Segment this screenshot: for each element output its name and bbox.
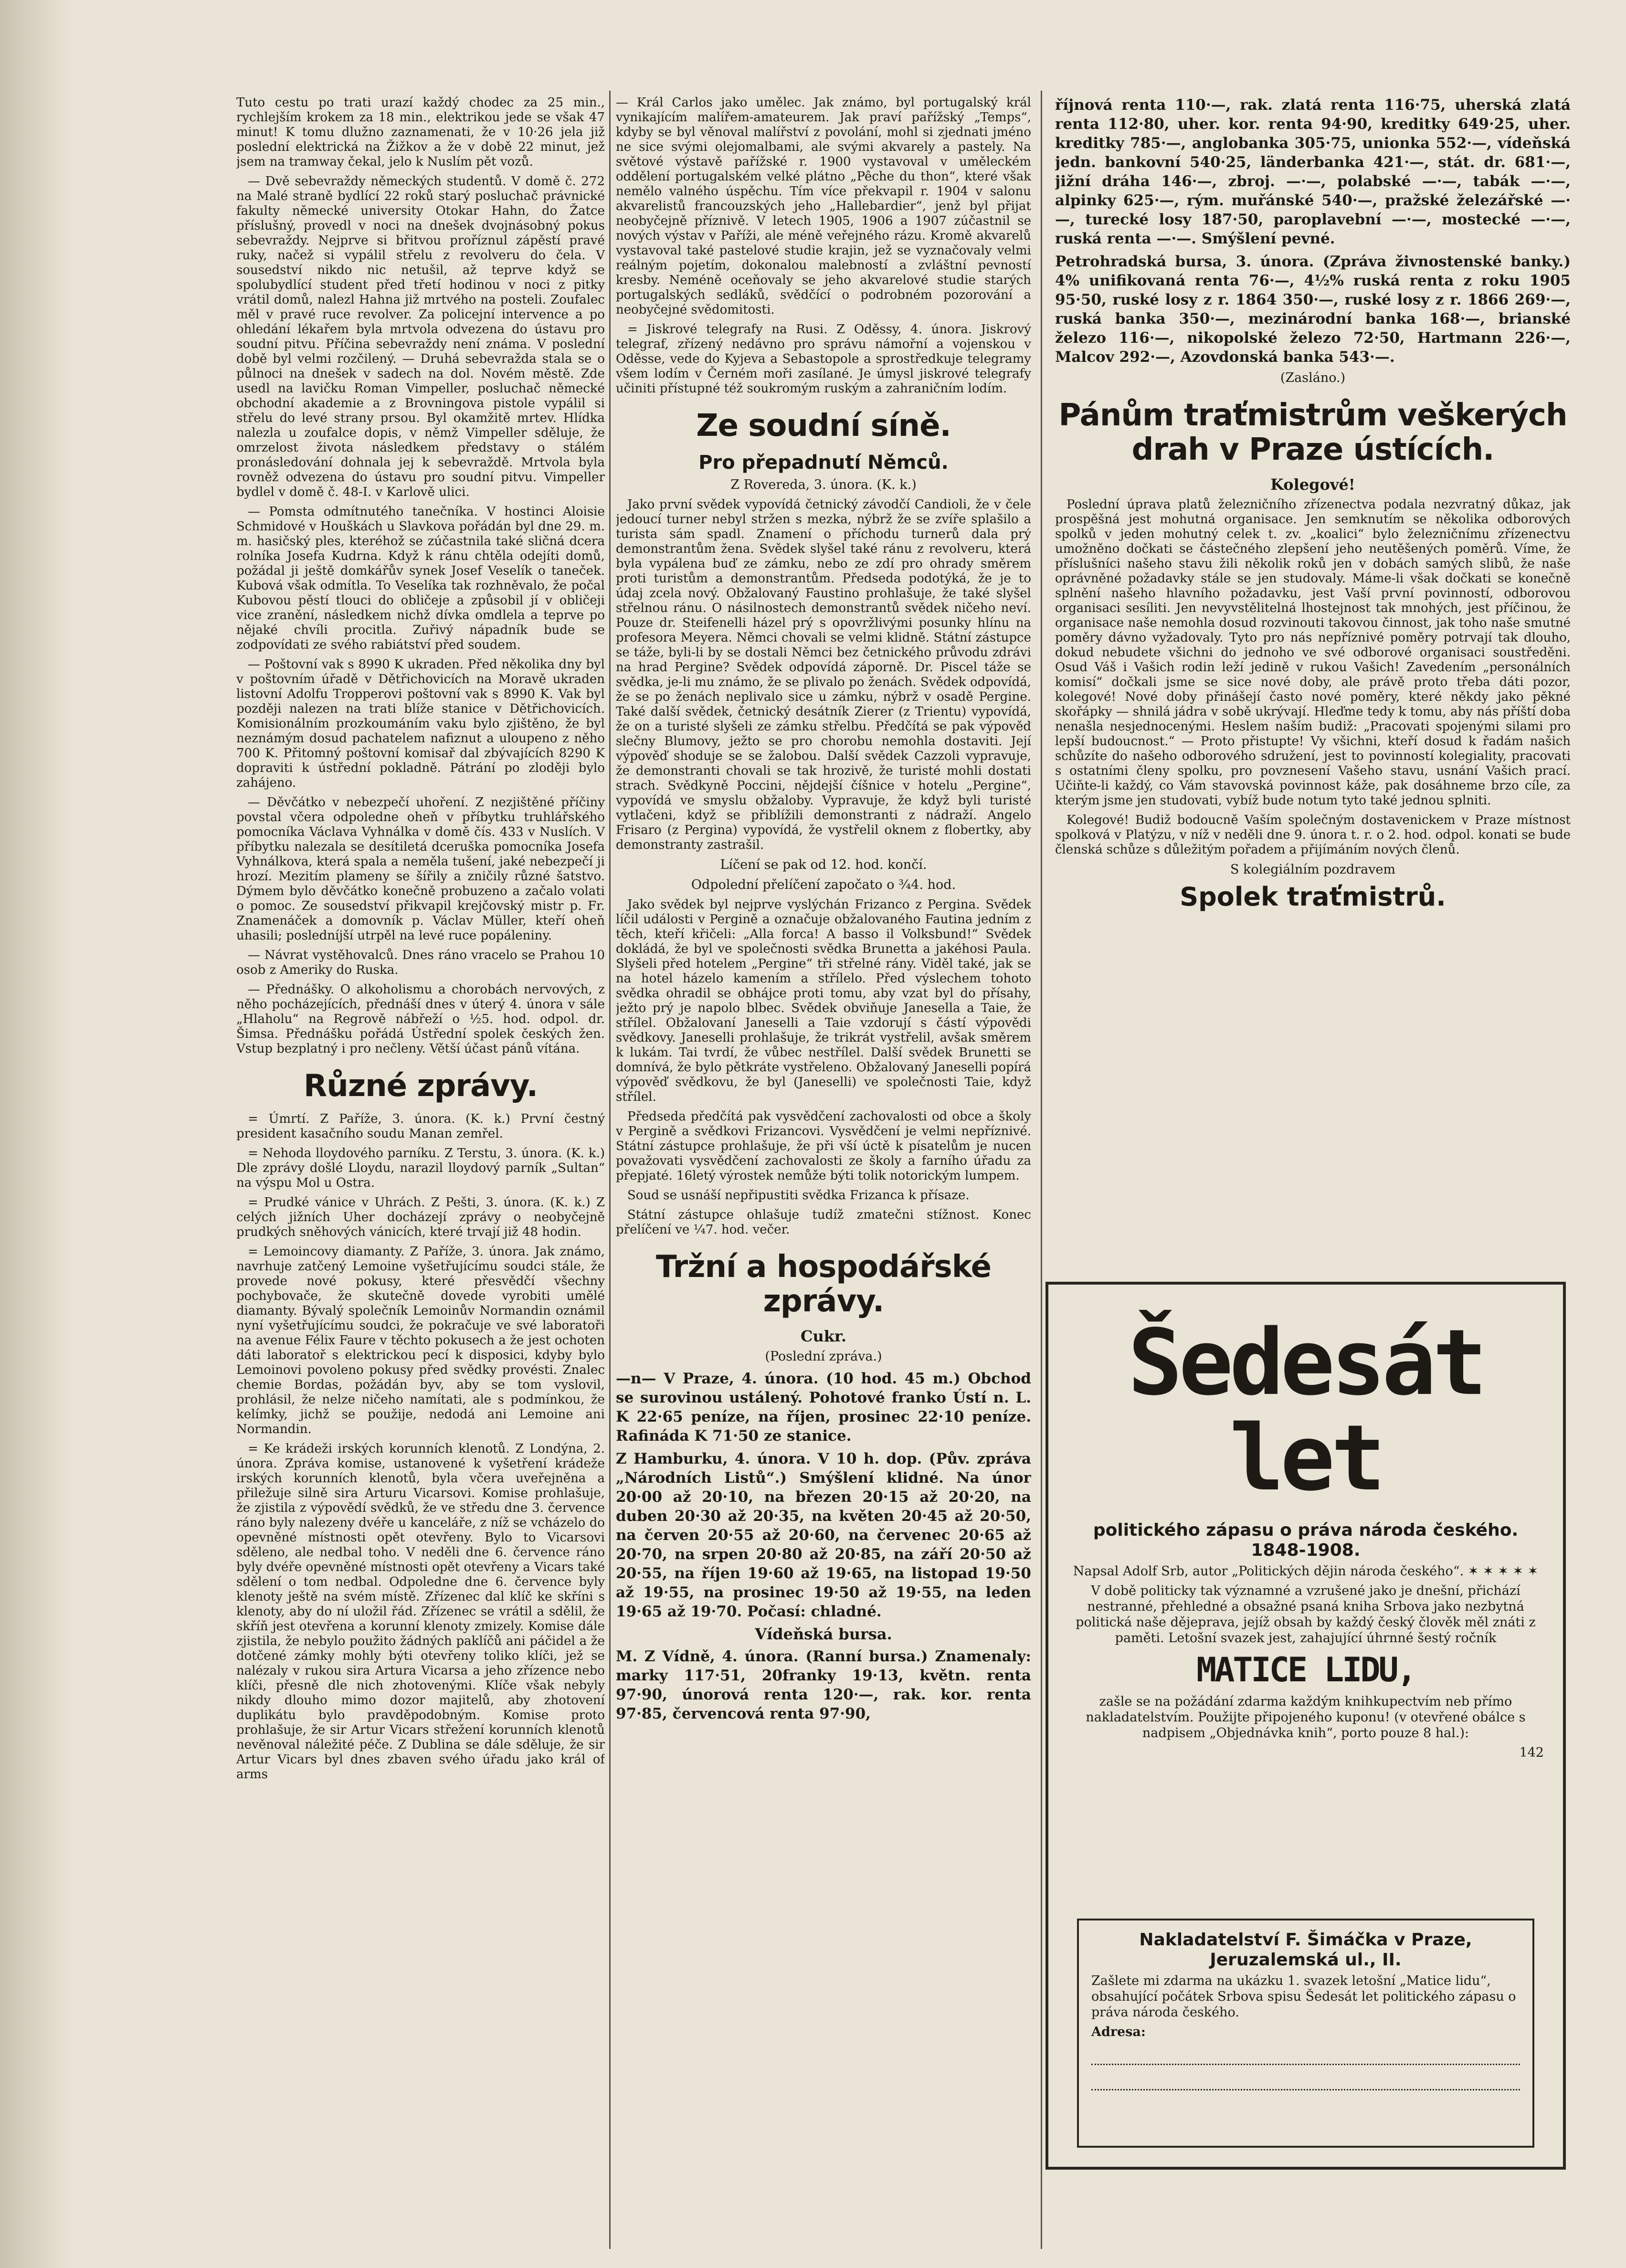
appeal-paragraph: Poslední úprava platů železničního zřízenectva podala nezvratný důkaz, jak prospěšná jest mohutná organisace. Jen semknutím se několika odborových spolků v jeden mohutný celek t. zv. „koalici“ bylo železničnímu zřízenectvu umožněno dočkati se částečného zlepšení jeho neutěšených poměrů. Víme, že příslušníci našeho stavu žili několik roků jen v dobách samých slibů, že naše oprávněné požadavky stále se jen studovaly. Máme-li však dočkati se konečně splnění našeho hlavního požadavku, jest Vaší první povinností, odborovou organisaci sesíliti. Jen nevyvstělitelná lhostejnost tak mnohých, jest příčinou, že organisace naše nemohla dosud rozvinouti takovou činnost, jak toho naše smutné poměry dávno vyžadovaly. Tyto pro nás nepříznivé poměry potrvají tak dlouho, dokud nebudete všichni do jednoho ve své odborové organisaci soustředěni. Osud Váš i Vašich rodin leží jedině v rukou Vašich! Zavedením „personálních komisí“ dočkali jsme se sice nové doby, ale právě proto třeba dáti pozor, kolegové! Nové doby přinášejí často nové poměry, které někdy jako pěkné skořápky — shnilá jádra v sobě ukrývají. Hleďme tedy k tomu, aby nás příští doba nenašla nesjednocenými. Heslem naším budiž: „Pracovati spojenými silami pro lepší budoucnost.“ — Proto přistupte! Vy všichni, kteří dosud k řadám našich schůzíte do našeho odborového sdružení, jest to povinností kolegiality, pracovati s ostatními členy spolku, pro povznesení Vašeho stavu, usnání Vašich prací. Učiňte-li každý, co Vám stavovská povinnost káže, pak dosáhneme brzo cíle, za kterým jsme jen studovati, vybíž bude notum tyto také jednou splniti. (1055, 497, 1571, 808)
appeal-title: Pánům traťmistrům veškerých drah v Praze ústících. (1058, 398, 1567, 467)
article-paragraph: Jako svědek byl nejprve vyslýchán Frizanco z Pergina. Svědek líčil události v Pergině a označuje obžalovaného Fautina jedním z těch, kteří křičeli: „Alla forca! A basso il Volksbund!“ Svědek dokládá, že byl ve společnosti svědka Brunetta a jakéhosi Paula. Slyšeli před hotelem „Pergine“ tři střelné rány. Viděl také, jak se na hotel házelo kamením a střílelo. Před výslechem tohoto svědka ohradil se obhájce proti tomu, aby vzat byl do přísahy, ježto prý je napolo blbec. Svědek obviňuje Janesella a Taie, že střílel. Obžalovaní Janeselli a Taie vzdorují s částí výpovědi svědkovy. Janeselli prohlašuje, že trikrát vystřelil, avšak směrem k lukám. Tai tvrdí, že vůbec nestřílel. Další svědek Brunetti se domnívá, že bylo pětkráte vystřeleno. Obžalovaný Janeselli popírá výpověď svědkovu, že byl (Janeselli) ve společnosti Taie, když střílel. (616, 897, 1031, 1104)
appeal-signature: Spolek traťmistrů. (1180, 882, 1446, 912)
order-coupon[interactable] (1077, 1919, 1534, 2148)
column-rule (1041, 91, 1042, 2249)
court-section-title: Ze soudní síně. (696, 408, 951, 443)
article-paragraph: — Dvě sebevraždy německých studentů. V domě č. 272 na Malé straně bydlící 22 roků starý posluchač právnické fakulty německé university Otokar Hahn, do Žatce příslušný, provedl v noci na dnešek dvojnásobný pokus sebevraždy. Nejprve si břitvou proříznul zápěstí pravé ruky, načež si vypálil střelu z revolveru do čela. V sousedství nikdo nic netušil, až teprve když se spolubydlící student před třetí hodinou v noci z pitky vrátil domů, nalezl Hahna již mrtvého na posteli. Zoufalec měl v pravé ruce revolver. Za policejní intervence a po ohledání lékařem byla mrtvola odvezena do ústavu pro soudní pitvu. Příčina sebevraždy není známa. V poslední době byl velmi rozčilený. — Druhá sebevražda stala se o půlnoci na dnešek v sadech na dol. Novém městě. Zde usedl na lavičku Roman Vimpeller, posluchač německé obchodní akademie a z Brovningova pistole vypálil si střelu do levé strany prsou. Byl okamžitě mrtev. Hlídka nalezla u zoufalce dopis, v němž Vimpeller sděluje, že omrzelost života následkem představy o stálém pronásledování dohnala jej k sebevraždě. Mrtvola byla rovněž odvezena do ústavu pro soudní pitvu. Vimpeller bydlel v domě č. 48-I. v Karlově ulici. (236, 174, 605, 499)
article-paragraph: Předseda předčítá pak vysvědčení zachovalosti od obce a školy v Pergině a svědkovi Frizancovi. Vysvědčení je velmi nepříznivé. Státní zástupce prohlašuje, že při vší úctě k písatelům je nucen považovati vysvědčení zachovalosti ze školy a farního úřadu za přepjaté. 16letý výrostek nemůže býti tolik notorickým lumpem. (616, 1109, 1031, 1183)
appeal-paragraph: Kolegové! Budiž bodoucně Vaším společným dostavenickem v Praze místnost spolková v Platýzu, v níž v neděli dne 9. února t. r. o 2. hod. odpol. konati se bude členská schůze s důležitým pořadem a přijímáním nových členů. (1055, 813, 1571, 857)
article-paragraph: Jako první svědek vypovídá četnický závodčí Candioli, že v čele jedoucí turner nebyl stržen s mezka, nýbrž že se zvíře splašilo a turista sám spadl. Znamení o příchodu turnerů dala prý demonstrantům žena. Svědek slyšel také ránu z revolveru, která byla vypálena buď ze zámku, nebo ze zdí pro ohrady směrem proti turistům a demonstrantům. Předseda podotýká, že je to údaj zcela nový. Obžalovaný Faustino prohlašuje, že také slyšel střelnou ránu. O násilnostech demonstrantů svědek ničeho neví. Pouze dr. Steifenelli házel prý s opovržlivými posunky hlínu na profesora Meyera. Němci chovali se velmi klidně. Státní zástupce se táže, byli-li by se dostali Němci bez četnického průvodu zdrávi na hrad Pergine? Svědek odpovídá záporně. Dr. Piscel táže se svědka, je-li mu známo, že se plivalo po ženách. Svědek odpovídá, že se po ženách neplivalo sice u zámku, nýbrž v osadě Pergine. Také další svědek, četnický desátník Zierer (z Trientu) vypovídá, že on a turisté slyšeli ze zámku střelbu. Předčítá se pak výpověď slečny Blumovy, ježto se pro chorobu nemohla dostaviti. Její výpověď shoduje se se žalobou. Další svědek Cazzoli vypravuje, že demonstranti chovali se tak hrozivě, že turisté mohli dostati strach. Svědkyně Poccini, nějdejší číšnice v hotelu „Pergine“, vypovídá ve smyslu obžaloby. Vypravuje, že když byli turisté vytlačeni, když se přiblížili demonstranti z nádraží. Angelo Frisaro (z Pergina) vypovídá, že vystřelil oknem z flobertky, aby demonstranty zastrašil. (616, 497, 1031, 852)
address-line[interactable] (1091, 2045, 1520, 2065)
paid-notice-label: (Zasláno.) (1280, 370, 1346, 385)
market-report: M. Z Vídně, 4. února. (Ranní bursa.) Znamenaly: marky 117·51, 20franky 19·13, květn. renta 97·90, únorová renta 120·—, rak. kor. renta 97·85, červencová renta 97·90, (616, 1648, 1031, 1722)
address-line[interactable] (1091, 2070, 1520, 2090)
news-item: = Ke krádeži irských korunních klenotů. Z Londýna, 2. února. Zpráva komise, ustanovené k vyšetření krádeže irských korunních klenotů, byla včera uveřejněna a přiležuje silně sira Arturu Vicarsovi. Komise prohlašuje, že zjistila z výpovědí svědků, že ve středu dne 3. července ráno byly nalezeny dvéře u kanceláře, z níž se vcházelo do opevněné místnosti opět otevřeny. Bylo to Vicarsovi sděleno, ale nedbal toho. V neděli dne 6. července ráno byly dvéře opevněné místnosti opět otevřeny a Vicars také sdělení o tom nedbal. Odpoledne dne 6. července byly klenoty ještě na svém místě. Zřízenec dal klíč ke skříni s klenoty, aby do ní uložil řád. Zřízenec se vrátil a sdělil, že skříň jest otevřena a korunní klenoty zmizely. Komise dále zjistila, že nebylo použito žádných paklíčů ani páčidel a že dotčené zámky mohly býti otevřeny toliko klíči, jež se nalézaly v rukou sira Artura Vicarsa a jeho zřízence nebo klíči, přesně dle nich zhotovenými. Klíče však nebyly nikdy dlouho mimo dozor majitelů, aby zhotovení duplikátu bylo pravděpodobným. Komise proto prohlašuje, že sir Artur Vicars střežení korunních klenotů nevěnoval náležité péče. Z Dublina se dále sděluje, že sir Artur Vicars byl dnes zbaven svého úřadu jako král of arms (236, 1442, 605, 1782)
article-note: Odpolední přelíčení započato o ¾4. hod. (691, 877, 956, 892)
appeal-salutation: Kolegové! (1270, 475, 1355, 494)
dateline: Z Rovereda, 3. února. (K. k.) (730, 477, 917, 492)
news-item: = Úmrtí. Z Paříže, 3. února. (K. k.) První čestný president kasačního soudu Manan zemřel. (236, 1112, 605, 1141)
market-section-title: Tržní a hospodářské zprávy. (656, 1249, 991, 1319)
article-paragraph: = Jiskrové telegrafy na Rusi. Z Oděssy, 4. února. Jiskrový telegraf, zřízený nedávno pro správu námořní a vojenskou v Oděsse, vede do Kyjeva a Sebastopole a sprostředkuje telegramy všem lodím v Černém moři zasílané. Je úmysl jiskrové telegrafy učiniti přístupné též soukromým ruským a zahraničním lodím. (616, 322, 1031, 396)
sugar-title: Cukr. (801, 1327, 846, 1345)
article-paragraph: — Přednášky. O alkoholismu a chorobách nervových, z něho pocházejících, přednáší dnes v úterý 4. února v sále „Hlaholu“ na Regrově nábřeží o ½5. hod. odpol. dr. Šimsa. Přednášku pořádá Ústřední spolek českých žen. Vstup bezplatný i pro nečleny. Větší účast pánů vítána. (236, 982, 605, 1056)
ad-author: Napsal Adolf Srb, autor „Politických dějin národa českého“. ✶ ✶ ✶ ✶ ✶ (1073, 1564, 1539, 1579)
column-rule (609, 91, 611, 2249)
article-paragraph: — Poštovní vak s 8990 K ukraden. Před několika dny byl v poštovním úřadě v Dětřichovicích na Moravě ukraden listovní Adolfu Tropperovi poštovní vak s 8990 K. Vak byl později nalezen na trati blíže stanice v Dětřichovicích. Komisionálním prozkoumáním vaku bylo zjištěno, že byl neznámým dosud pachatelem nafiznut a uloupeno z něho 700 K. Přitomný poštovní komisař dal zbývajících 8290 K dopraviti k ústřední pokladně. Pátrání po zloději bylo zahájeno. (236, 657, 605, 790)
bourse-report: Petrohradská bursa, 3. února. (Zpráva živnostenské banky.) 4% unifikovaná renta 76·—, 4½% ruská renta z roku 1905 95·50, ruské losy z r. 1864 350·—, ruské losy z r. 1866 269·—, ruská banka 350·—, mezinárodní banka 168·—, brianské železo 116·—, nikopolské železo 72·50, Hartmann 226·—, Malcov 292·—, Azovdonská banka 543·—. (1055, 253, 1571, 366)
column-1 (236, 95, 605, 2239)
news-item: = Prudké vánice v Uhrách. Z Pešti, 3. února. (K. k.) Z celých jižních Uher docházejí zprávy o neobyčejně prudkých sněhových vánicích, které trvají již 48 hodin. (236, 1195, 605, 1239)
coupon-text: Zašlete mi zdarma na ukázku 1. svazek letošní „Matice lidu“, obsahující počátek Srbova spisu Šedesát let politického zápasu o práva národa českého. (1091, 1973, 1516, 2020)
article-paragraph: — Děvčátko v nebezpečí uhoření. Z nezjištěné příčiny povstal včera odpoledne oheň v příbytku truhlářského pomocníka Václava Vyhnálka v domě čís. 433 v Nuslích. V příbytku nalezala se desítiletá dceruška pomocníka Josefa Vyhnálkova, která spala a neměla tušení, jaké nebezpečí ji hrozí. Mezitím plameny se šířily a zničily různé šatstvo. Dýmem bylo děvčátko konečně probuzeno a začalo volati o pomoc. Ze sousedství přikvapil krejčovský mistr p. Fr. Znamenáček a domovník p. Václav Müller, kteří oheň uhasili; posledníjší utrpěl na levé ruce popáleniny. (236, 795, 605, 943)
court-subtitle: Pro přepadnutí Němců. (698, 452, 949, 474)
section-title: Různé zprávy. (303, 1068, 538, 1104)
appeal-greeting: S kolegiálním pozdravem (1230, 862, 1396, 877)
article-paragraph: — Pomsta odmítnutého tanečníka. V hostinci Aloisie Schmidové v Houškách u Slavkova pořádán byl dne 29. m. m. hasičský ples, kteréhož se zúčastnila také sličná dcera rolníka Josefa Kudrna. Když k ránu chtěla odejíti domů, požádal ji ještě domkářův synek Josef Veselík o taneček. Kubová však odmítla. To Veselíka tak rozhněvalo, že počal Kubovou pěstí tlouci do obličeje a způsobil jí v obličeji vice zranění, následkem nichž dívka omdlela a teprve po nějaké chvíli procitla. Zuřivý nápadník bude se zodpovídati ze svého rabiátství před soudem. (236, 505, 605, 652)
article-note: Líčení se pak od 12. hod. končí. (720, 857, 927, 872)
article-paragraph: Tuto cestu po trati urazí každý chodec za 25 min., rychlejším krokem za 18 min., elektrikou jede se však 47 minut! K tomu dlužno zaznamenati, že v 10·26 jela již poslední elektrická na Žižkov a že v době 22 minut, jež jsem na tramway čekal, jelo k Nuslím pět vozů. (236, 95, 605, 169)
page-margin-shadow (0, 0, 72, 2268)
article-paragraph: — Král Carlos jako umělec. Jak známo, byl portugalský král vynikajícím malířem-amateurem. Jak praví pařížský „Temps“, kdyby se byl věnoval malířství z povolání, mohl si zjednati jméno ne sice svými olejomalbami, ale svými akvarely a pastely. Na světové výstavě pařížské r. 1900 vystavoval v uměleckém oddělení portugalském velké plátno „Pêche du thon“, které však nemělo valného úspěchu. Tím více překvapil r. 1904 v salonu akvarelistů francouzských jeho „Hallebardier“, jenž byl přijat neobyčejně příznivě. V letech 1905, 1906 a 1907 zúčastnil se nových výstav v Paříži, ale méně veřejného rázu. Kromě akvarelů vystavoval také pastelové studie krajin, jež se vyznačovaly velmi reálným pojetím, dokonalou malebností a zvláštní pevností kresby. Neméně oceňovaly se jeho akvarelové studie starých portugalských sedláků, svědčící o podrobném pozorování a neobyčejné svědomitosti. (616, 95, 1031, 317)
ad-brand: MATICE LIDU, (1196, 1650, 1415, 1689)
article-paragraph: Soud se usnáší nepřipustiti svědka Frizanca k přísaze. (627, 1188, 970, 1203)
article-paragraph: Státní zástupce ohlašuje tudíž zmatečni stížnost. Konec přelíčení ve ¼7. hod. večer. (616, 1208, 1031, 1237)
column-2 (616, 95, 1031, 2239)
sugar-note: (Poslední zpráva.) (765, 1349, 882, 1364)
market-report: Z Hamburku, 4. února. V 10 h. dop. (Pův. zpráva „Národních Listů“.) Smýšlení klidné. Na únor 20·00 až 20·10, na březen 20·15 až 20·20, na duben 20·30 až 20·35, na květen 20·45 až 20·50, na červen 20·55 až 20·60, na červenec 20·65 až 20·70, na srpen 20·80 až 20·85, na září 20·50 až 20·55, na říjen 19·60 až 19·65, na listopad 19·50 až 19·55, na prosinec 19·50 až 19·55, na leden 19·65 až 19·70. Počasí: chladné. (616, 1450, 1031, 1620)
news-item: = Lemoincovy diamanty. Z Paříže, 3. února. Jak známo, navrhuje zatčený Lemoine vyšetřujícímu soudci stále, že provede nové pokusy, které přesvědčí všechny pochybovače, že skutečně dovede vyrobiti umělé diamanty. Bývalý společník Lemoinův Normandin oznámil nyní vyšetřujícímu soudci, že pokračuje ve své laboratoři na avenue Félix Faure v těchto pokusech a že jest ochoten dáti laboratoř s elektrickou pecí k disposici, kdyby bylo Lemoinovi povoleno pokusy před svědky provésti. Znalec chemie Bordas, požádán byv, aby se tom vyslovil, prohlásil, že nelze ničeho namítati, ale s podmínkou, že kelímky, jichž se použije, nedodá ani Lemoine ani Normandin. (236, 1245, 605, 1436)
ad-headline: Šedesát let (1128, 1310, 1484, 1511)
book-advertisement (1045, 1282, 1566, 2170)
ad-body: V době politicky tak významné a vzrušené jako je dnešní, přichází nestranné, přehledné a obsažné psaná kniha Srbova jako nezbytná politická naše dějeprava, jejíž obsah by každý český člověk měl znáti z paměti. Letošní svazek jest, zahajující úhrnné šestý ročník (1076, 1583, 1536, 1646)
vienna-bourse-title: Vídeňská bursa. (755, 1625, 892, 1643)
coupon-address-label: Adresa: (1091, 2025, 1146, 2039)
coupon-publisher: Nakladatelství F. Šimáčka v Praze, Jeruzalemská ul., II. (1139, 1930, 1472, 1970)
market-report: —n— V Praze, 4. února. (10 hod. 45 m.) Obchod se surovinou ustálený. Pohotové franko Ústí n. L. K 22·65 peníze, na říjen, prosinec 22·10 peníze. Rafináda K 71·50 ze stanice. (616, 1370, 1031, 1445)
ad-subtitle: politického zápasu o práva národa českého. 1848-1908. (1093, 1520, 1519, 1560)
news-item: = Nehoda lloydového parníku. Z Terstu, 3. února. (K. k.) Dle zprávy došlé Lloydu, narazil lloydový parník „Sultan“ na výspu Mol u Ostra. (236, 1146, 605, 1190)
ad-code: 142 (1519, 1745, 1544, 1760)
article-paragraph: — Návrat vystěhovalců. Dnes ráno vracelo se Prahou 10 osob z Ameriky do Ruska. (236, 948, 605, 977)
ad-body: zašle se na požádání zdarma každým knihkupectvím neb přímo nakladatelstvím. Použijte připojeného kuponu! (v otevřené obálce s nadpisem „Objednávka knih“, porto pouze 8 hal.): (1086, 1694, 1526, 1741)
bourse-report: říjnová renta 110·—, rak. zlatá renta 116·75, uherská zlatá renta 112·80, uher. kor. renta 94·90, kreditky 649·25, uher. kreditky 785·—, anglobanka 305·75, unionka 552·—, vídeňská jedn. bankovní 540·25, länderbanka 421·—, stát. dr. 681·—, jižní dráha 146·—, zbroj. —·—, polabské —·—, tabák —·—, alpinky 625·—, rým. muřánské 540·—, pražské železářské —·—, turecké losy 187·50, paroplavební —·—, mostecké —·—, ruská renta —·—. Smýšlení pevné. (1055, 96, 1571, 247)
